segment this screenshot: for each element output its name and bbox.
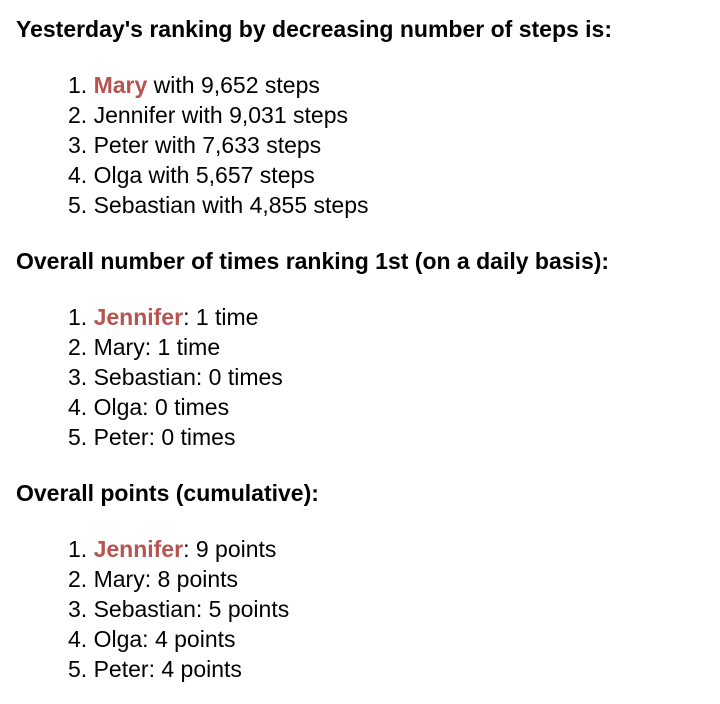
person-name: Sebastian [93, 596, 196, 622]
person-name: Olga [93, 626, 143, 652]
rank-number: 1. [68, 304, 88, 330]
item-detail: : 0 times [148, 424, 236, 450]
person-name: Jennifer [93, 304, 184, 330]
person-name: Jennifer [93, 102, 176, 128]
list-item [68, 392, 720, 422]
person-name: Peter [93, 424, 149, 450]
list-item [68, 130, 720, 160]
person-name: Mary [93, 72, 148, 98]
item-detail: : 1 time [183, 304, 259, 330]
list-item [68, 534, 720, 564]
section-heading: Overall number of times ranking 1st (on a daily basis): [16, 248, 610, 274]
list-item [68, 564, 720, 594]
list-item [68, 594, 720, 624]
item-detail: : 0 times [142, 394, 230, 420]
times-first-section [16, 246, 720, 452]
ranking-list [16, 534, 720, 684]
person-name: Mary [93, 566, 145, 592]
person-name: Olga [93, 162, 143, 188]
person-name: Sebastian [93, 192, 196, 218]
list-item [68, 70, 720, 100]
item-detail: : 8 points [144, 566, 239, 592]
item-detail: : 5 points [195, 596, 290, 622]
person-name: Jennifer [93, 536, 184, 562]
rank-number: 5. [68, 192, 88, 218]
list-item [68, 332, 720, 362]
list-item [68, 654, 720, 684]
rank-number: 1. [68, 536, 88, 562]
person-name: Sebastian [93, 364, 196, 390]
list-item [68, 422, 720, 452]
rank-number: 4. [68, 626, 88, 652]
section-heading: Yesterday's ranking by decreasing number of steps is: [16, 16, 613, 42]
yesterday-ranking-section [16, 14, 720, 220]
item-detail: with 4,855 steps [195, 192, 369, 218]
list-item [68, 100, 720, 130]
rank-number: 3. [68, 364, 88, 390]
item-detail: with 9,652 steps [147, 72, 320, 98]
list-item [68, 624, 720, 654]
rank-number: 5. [68, 656, 88, 682]
rank-number: 3. [68, 596, 88, 622]
ranking-list [16, 302, 720, 452]
ranking-list [16, 70, 720, 220]
person-name: Peter [93, 132, 149, 158]
rank-number: 4. [68, 394, 88, 420]
rank-number: 4. [68, 162, 88, 188]
rank-number: 2. [68, 334, 88, 360]
person-name: Peter [93, 656, 149, 682]
item-detail: with 9,031 steps [175, 102, 349, 128]
list-item [68, 362, 720, 392]
item-detail: with 7,633 steps [148, 132, 322, 158]
list-item [68, 302, 720, 332]
person-name: Olga [93, 394, 143, 420]
section-heading: Overall points (cumulative): [16, 480, 319, 506]
rank-number: 2. [68, 566, 88, 592]
person-name: Mary [93, 334, 145, 360]
item-detail: : 1 time [144, 334, 221, 360]
cumulative-points-section [16, 478, 720, 684]
rank-number: 1. [68, 72, 88, 98]
item-detail: : 0 times [195, 364, 283, 390]
item-detail: : 4 points [148, 656, 242, 682]
rank-number: 5. [68, 424, 88, 450]
rank-number: 3. [68, 132, 88, 158]
item-detail: : 4 points [142, 626, 236, 652]
list-item [68, 190, 720, 220]
item-detail: : 9 points [183, 536, 277, 562]
list-item [68, 160, 720, 190]
item-detail: with 5,657 steps [142, 162, 315, 188]
rank-number: 2. [68, 102, 88, 128]
